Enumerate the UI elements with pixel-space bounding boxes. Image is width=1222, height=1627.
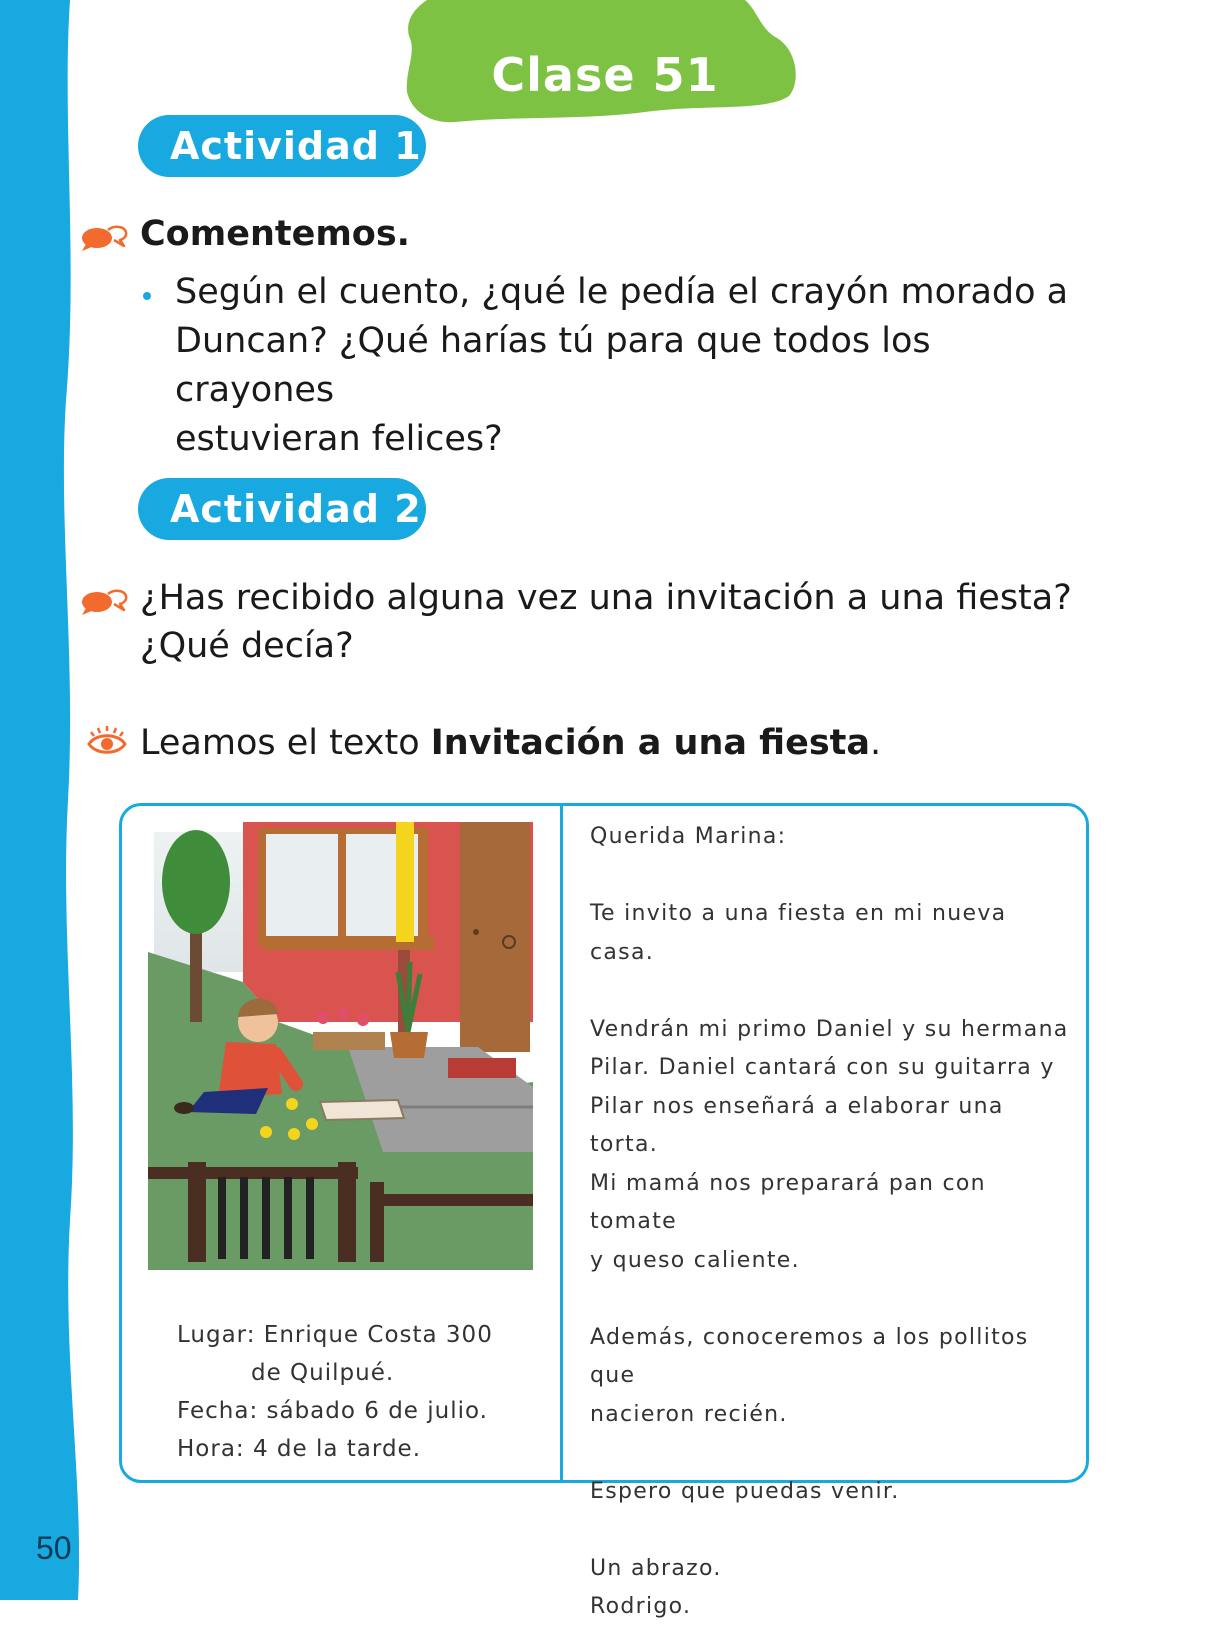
letter-line: Pilar nos enseñará a elaborar una torta. [590,1093,1004,1157]
speech-bubbles-icon [80,222,128,252]
letter-paragraph: Te invito a una fiesta en mi nueva casa. [590,901,1007,965]
letter-paragraph: Espero que puedas venir. [590,1478,900,1504]
garden-illustration [148,822,533,1270]
event-time: Hora: 4 de la tarde. [177,1436,422,1462]
activity-1-pill [138,115,426,177]
invitation-letter [590,818,1075,1627]
letter-line: Además, conoceremos a los pollitos que [590,1324,1029,1388]
activity-1-question [175,268,1075,464]
invitation-divider [560,803,563,1483]
read-prefix: Leamos el texto [140,723,431,763]
read-title: Invitación a una fiesta [430,723,871,763]
class-title: Clase 51 [491,48,719,102]
letter-line: Vendrán mi primo Daniel y su hermana [590,1016,1069,1042]
letter-line: y queso caliente. [590,1247,800,1273]
letter-line: Pilar. Daniel cantará con su guitarra y [590,1055,1055,1080]
activity-2-question [140,574,1072,670]
read-instruction [140,719,881,767]
letter-line: Mi mamá nos preparará pan con tomate [590,1170,986,1234]
activity-2-pill [138,478,426,540]
letter-closing: Un abrazo. [590,1555,722,1581]
speech-bubbles-icon [80,586,128,616]
eye-icon [86,724,128,758]
event-place-city: de Quilpué. [251,1360,395,1386]
activity-1-heading: Comentemos. [140,214,410,254]
event-details [177,1316,493,1468]
question-line: ¿Has recibido alguna vez una invitación a una fiesta? [140,578,1072,618]
letter-signature: Rodrigo. [590,1594,692,1619]
activity-1-label: Actividad 1 [170,124,422,168]
bullet-dot [143,292,151,300]
event-date: Fecha: sábado 6 de julio. [177,1398,488,1424]
question-line: ¿Qué decía? [140,626,354,666]
question-line: Según el cuento, ¿qué le pedía el crayón morado a [175,272,1069,312]
read-suffix: . [870,723,882,763]
page-number: 50 [36,1530,72,1566]
letter-line: nacieron recién. [590,1401,788,1427]
side-band [0,0,92,1600]
letter-greeting: Querida Marina: [590,824,787,849]
event-place: Lugar: Enrique Costa 300 [177,1322,493,1348]
activity-2-label: Actividad 2 [170,487,422,531]
question-line: Duncan? ¿Qué harías tú para que todos los crayones [175,321,931,410]
question-line: estuvieran felices? [175,419,503,459]
